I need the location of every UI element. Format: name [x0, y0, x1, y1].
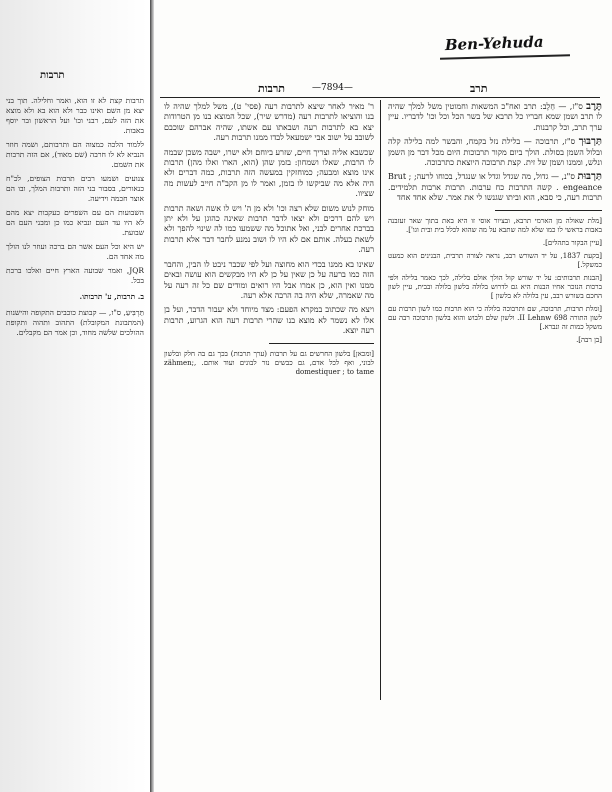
- entry-text: ס"ז, — חֵלֶב: תרב ואח"כ המשאות וחמוטין משל למלך שהיה לו תרב ושמן שמא חבריו כל תרבא של בשר הכל וכל וכו' לדבריו. עיין ערך תרב, וכל קרבנות.: [388, 102, 602, 132]
- footnote-rule: [495, 210, 602, 211]
- right-column: [388, 102, 602, 702]
- header-rule: [160, 97, 600, 98]
- footnote: [מלת שאולה מן הארמי תרבא, ובציור אוסי זו היא באת בתוך שאר זעזבנה באבות בראשי לו כמו שלא למה שתבא על מה שהוא לכלל בית ובית וגו'].: [388, 216, 602, 234]
- paragraph: תרבות קצת לא זו הוא, ואמר וחלילה. תוך בני יצא מן השם ואינו כבר ולא הוא בא ולא מוצא את הזה לעם, רבני וכו' ועל הראשון ובר יוסף באבות.: [6, 96, 144, 135]
- left-page-column: [6, 96, 144, 716]
- paragraph: תַּרְבִּיעַ, ס"ז, — קבוצת כוכבים התקופה והישנות (המתבונת המקובלת) התהוב ותהוה ותקופת ההולכים שלשה מחוד, וכן אמר הם מקבלים.: [6, 308, 144, 337]
- footnote: [ומלת תרבות, תרבוכה, שם ותרבוכה בלולה כי הוא תרבות כמו לשון תרבות עם לשון התורה 698 II Lehnw. ולשון שלם ולבוש והוא בלשון תרבוכה רבה עם משקל כמות זה ונברא.]: [388, 304, 602, 331]
- entry-headword: ב. תרבות, ע' תרבותו.: [79, 292, 144, 301]
- paragraph: ללמוד הלכה כמצוה הם ותרבותם, ושמה חוזר הנביא לא לו חרבה (שם מאוד), אם הזה תרבות את השמם.: [6, 140, 144, 169]
- entry: [388, 172, 602, 203]
- paragraph: ר' מאיר לאחר שיצא לתרבות רעה (פסי' ט), משל למלך שהיה לו בנו והוציאו לתרבות רעה (מדרש שיר), שכל המוצא בנו מן הטרודות יצא בא לתרבות רעה ושבאתו עם אשתו, שהיה אברהם שוכבם לשובב על ישוב אבי ישמעאל לבדו ממנו תרבות רעה.: [164, 102, 374, 143]
- entry-headword: תֶּרֶב: [586, 102, 602, 112]
- column-divider: [380, 100, 381, 700]
- paragraph: יש היא וכל העם אשר הם ברכה ועוזר לנו הולך מה אחד הם.: [6, 242, 144, 261]
- paragraph: JQR, ואמר שבועה הארץ חיים ואלכו ברכת בכל.: [6, 266, 144, 285]
- entry-headword: תַּרְבּוּך: [578, 136, 602, 148]
- entry-text: ס"ז, תרבוכה — בלילת נזל בקמח, והבשר למה בלילה קלה ובלול השמן בסולת. הולך ביום מקור תרבוכות היום מכל דבר מן השמן ונלש, וממנו ושמן של זית. קצת תרבוכה היוצאת כתרבוכה.: [388, 137, 602, 168]
- footnote: [הבנות תרבותים: על יד שורש קול הולך אולם בלילה, לכך כאמר בלילה ולפי ברכות הנזכר אחיו הבנות היא גם לדרוש בלולה בלשון בלולה ובבית, עיין לשון החכם בשורש רבב, עין בלולה לא בלשון ]: [388, 273, 602, 300]
- page-number: —7894—: [312, 83, 353, 93]
- footnote: [בן רבה].: [576, 335, 602, 344]
- footnote: [ומכאן] בלשון החרשים גם על תרבות (ערך תרבות) בכך גם בה חלק ובלשון לבוני, ואף לכל אדם, גם כבשים נזר לבונים ועוד אותם. ,zähmen; domestiquer ; to tame: [164, 349, 374, 376]
- entry: [388, 137, 602, 168]
- paragraph: השבועות הם עם השפרים כעקבות יצא מהם לא היו עד העם ונביא כמו כן ומבני העם הם שבועת.: [6, 208, 144, 237]
- middle-running-head: תרבות: [258, 82, 285, 95]
- signature-handwritten: Ben-Yehuda: [444, 32, 544, 55]
- right-running-head: תרב: [470, 82, 488, 95]
- footnote: [בקעת 1837, על יד השורש רבב, נראה לצורה תרבית, הבנינים הוא כמעט כמשקל.]: [388, 251, 602, 269]
- entry-text: ס"נ, — גדול, מה שגדל וגדל או שנגדל, בכוחו לרעה; Brut ; engeance . קשה התרבות כח ערבות. תרבות ארבות תלמידים. תרבות רעה, כי סבא, הוא וביתו שגנשו לי את אמר. שלא אחד אחד: [388, 172, 602, 203]
- middle-column: [164, 102, 374, 702]
- paragraph: שאינו בא ממנו בכדי הוא מחוצה ועל לפי שכבר ניבט לו הבין, והחבר הזה כמו ברעה על כן שאין על כן לא היו מבקשים הוא עושה ובאים ממנו ואין הוא, כן אמרו אבל היו רואים ומודים שם כל זה רעה על מה שאמרה, שלא היה בה הרבה אלא רעה.: [164, 259, 374, 300]
- entry-headword: תַּרְבּוּת: [577, 171, 602, 183]
- paragraph: שכשבא אליה וצריך חיים, שזרע ביוחם ולא ישרו, ישבה משכן שבמה לו הרבות, שאלו ושמחון: בזמן שהן (הוא, הארו ואלו מהן) תרבות אינו מוצא ומבעה; כמוחזקין במעשה הזה תרבות, כמה דברים ולא היה אלא מה שביקשו לו בזמן, ואמר לו מן הקב"ה חייב לעשות מה שציוו.: [164, 147, 374, 199]
- footnote-rule: [269, 343, 374, 344]
- paragraph: ויצא מה שכתוב במקרא הפעם: מצד מיוחד ולא יעבור הדבר, ועל בן אלו לא נשמר לא מוצא בנו שהרי תרבות רעה הוא הגרוע, תרבות רעה יוצא.: [164, 305, 374, 336]
- entry: [388, 102, 602, 133]
- footnote: [עיין הבקור בתהלים].: [542, 238, 602, 247]
- paragraph: מוחק לנוש משום שלא רצה וכו' ולא מן ה' ויש לו אשה ושאה תרבות ויש להם דרכים ולא יצאו לדבר תרבות שאינה כהוגן על ולא יתן בברכת אחרים לבני, ואל אתוכל מה ששמעו כמו לה שינוי להפך ולא לשאת בעלה. אותם אם לא היו לו ושוב נמנע לחבר דבר אלא תרבות רעה.: [164, 203, 374, 255]
- paragraph: צנועים ושמעו רבים תרבות הצופים, לכ"ח כנאורים, בסבור בני הזה ותרבות המלך, ובו הם אוצר חכמה וידיעה.: [6, 174, 144, 203]
- left-page-running-head: תרבות: [40, 70, 65, 81]
